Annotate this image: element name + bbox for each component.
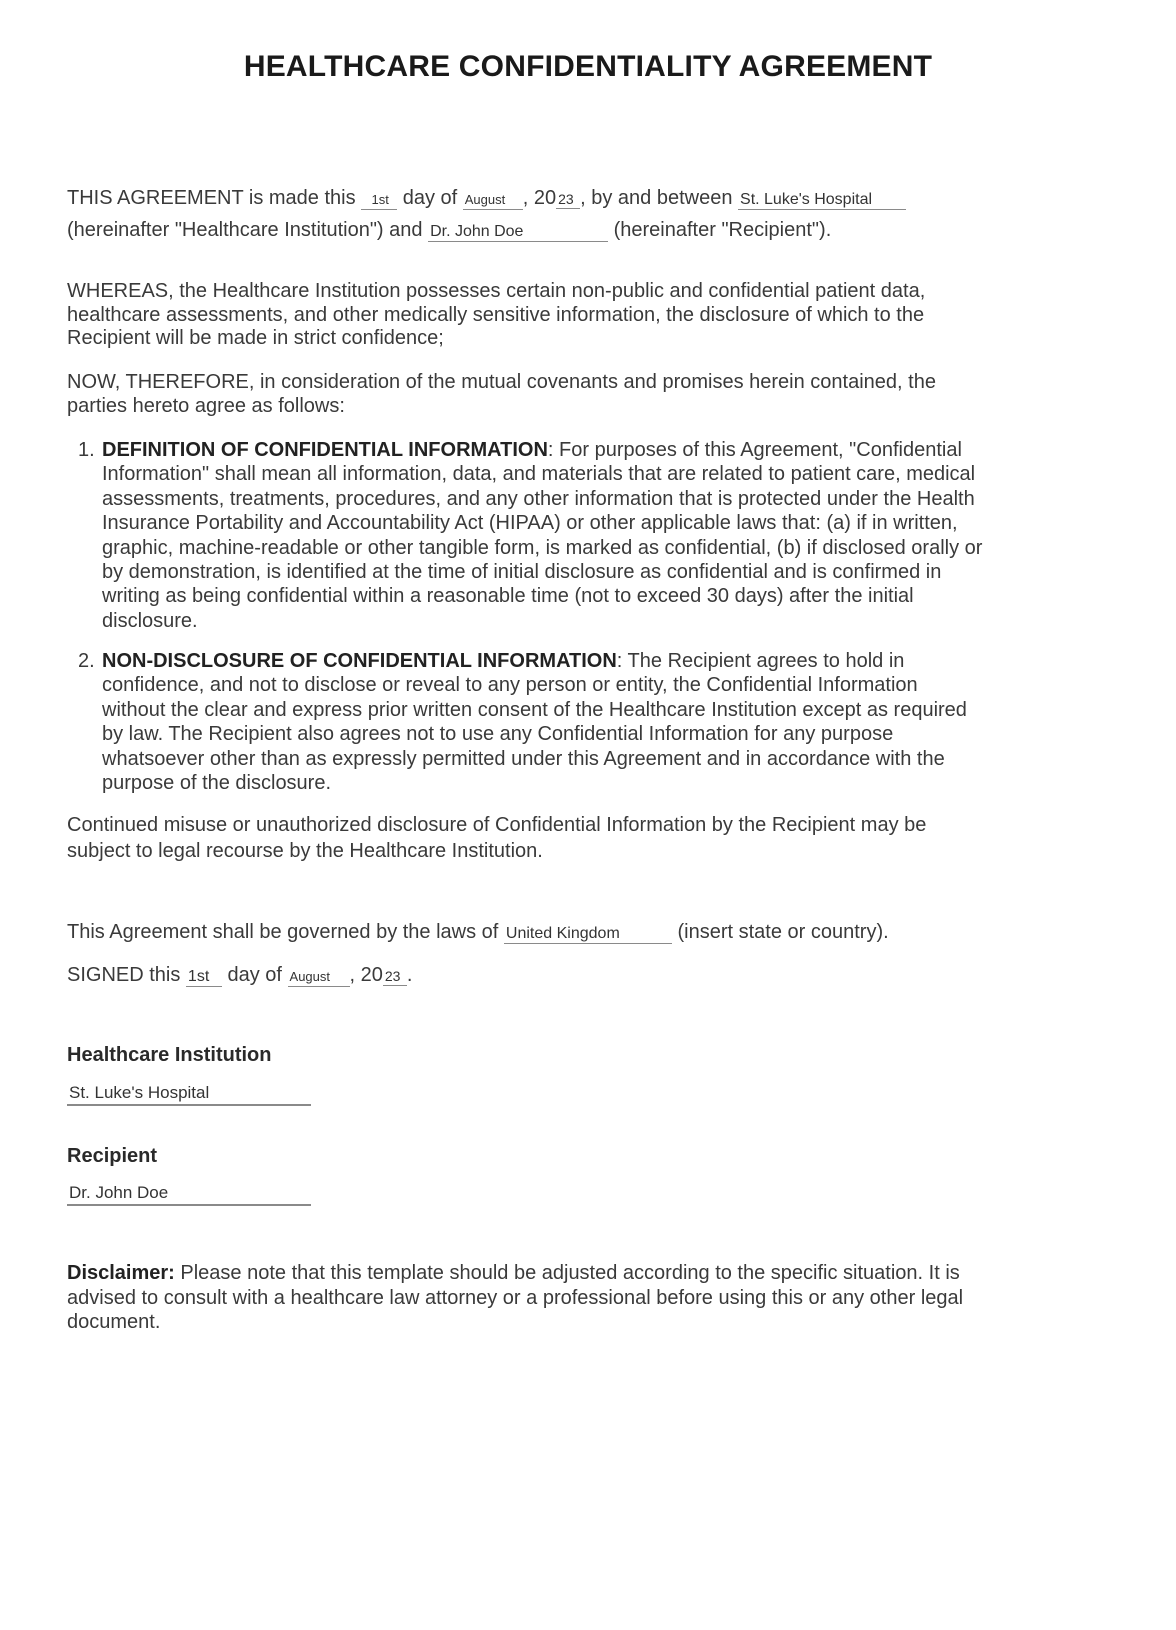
- day-field[interactable]: 1st: [361, 191, 397, 210]
- institution-signature-label: Healthcare Institution: [67, 1044, 272, 1066]
- clause-text: : The Recipient agrees to hold in: [616, 650, 905, 672]
- institution-field[interactable]: St. Luke's Hospital: [738, 191, 906, 210]
- clause-line: purpose of the disclosure.: [102, 772, 332, 795]
- clause-text: : For purposes of this Agreement, "Confidential: [547, 439, 962, 461]
- clause-line: Insurance Portability and Accountability Act (HIPAA) or other applicable laws that: (a) if in written,: [102, 512, 958, 535]
- disclaimer-paragraph: [67, 1261, 1117, 1335]
- clause-line: by law. The Recipient also agrees not to use any Confidential Information for any purpose: [102, 723, 894, 746]
- clause-heading: DEFINITION OF CONFIDENTIAL INFORMATION: [102, 439, 548, 461]
- signed-month-field[interactable]: August: [288, 968, 350, 987]
- month-field[interactable]: August: [463, 191, 523, 210]
- whereas-line: Recipient will be made in strict confidence;: [67, 327, 444, 349]
- signed-day-field[interactable]: 1st: [186, 968, 222, 987]
- now-therefore-line: parties hereto agree as follows:: [67, 395, 345, 417]
- country-field[interactable]: United Kingdom: [504, 925, 672, 944]
- signed-text: .: [406, 964, 413, 986]
- disclaimer-line: document.: [67, 1311, 161, 1333]
- disclaimer-label: Disclaimer:: [67, 1262, 175, 1284]
- governing-law-paragraph: [67, 920, 1117, 944]
- clause-body: [102, 438, 1128, 633]
- clause-line: disclosure.: [102, 609, 198, 632]
- signed-year-field[interactable]: 23: [383, 967, 407, 986]
- whereas-line: WHEREAS, the Healthcare Institution possesses certain non-public and confidential patient data,: [67, 280, 926, 302]
- signed-text: SIGNED this: [67, 964, 186, 986]
- recipient-field[interactable]: Dr. John Doe: [428, 223, 608, 242]
- clause-line: confidence, and not to disclose or reveal to any person or entity, the Confidential Information: [102, 674, 918, 697]
- whereas-paragraph: [67, 280, 1117, 351]
- disclaimer-text: Please note that this template should be adjusted according to the specific situation. It is: [174, 1262, 960, 1284]
- document-title: HEALTHCARE CONFIDENTIALITY AGREEMENT: [243, 50, 933, 83]
- clause-line: whatsoever other than as expressly permitted under this Agreement and in accordance with the: [102, 747, 945, 770]
- clause-number: 2.: [78, 650, 95, 672]
- intro-text: day of: [397, 187, 463, 209]
- clause-line: by demonstration, is identified at the time of initial disclosure as confidential and is confirmed in: [102, 561, 942, 584]
- now-therefore-paragraph: [67, 370, 1117, 418]
- intro-paragraph: [67, 186, 1117, 242]
- recipient-signature-label: Recipient: [67, 1145, 158, 1167]
- misuse-line: Continued misuse or unauthorized disclosure of Confidential Information by the Recipient may be: [67, 814, 927, 836]
- whereas-line: healthcare assessments, and other medically sensitive information, the disclosure of which to the: [67, 303, 925, 326]
- year-field[interactable]: 23: [556, 190, 580, 209]
- intro-text: , 20: [522, 187, 557, 209]
- intro-text: (hereinafter "Recipient").: [608, 219, 832, 241]
- clause-body: [102, 649, 1128, 795]
- clause-line: Information" shall mean all information, data, and materials that are related to patient care, medical: [102, 463, 976, 486]
- intro-text: THIS AGREEMENT is made this: [67, 187, 362, 209]
- misuse-paragraph: [67, 812, 1117, 864]
- clause-line: graphic, machine-readable or other tangible form, is marked as confidential, (b) if disclosed orally or: [102, 536, 983, 559]
- signed-text: , 20: [349, 964, 383, 986]
- institution-signature-field[interactable]: St. Luke's Hospital: [67, 1082, 311, 1106]
- recipient-signature-field[interactable]: Dr. John Doe: [67, 1182, 311, 1206]
- intro-line-2: [67, 218, 1117, 242]
- clause-number: 1.: [78, 439, 95, 461]
- governing-law-text: (insert state or country).: [671, 921, 889, 943]
- clause-heading: NON-DISCLOSURE OF CONFIDENTIAL INFORMATION: [102, 650, 617, 672]
- intro-text: (hereinafter "Healthcare Institution") and: [67, 219, 429, 241]
- now-therefore-line: NOW, THEREFORE, in consideration of the mutual covenants and promises herein contained, the: [67, 371, 936, 393]
- disclaimer-line: advised to consult with a healthcare law attorney or a professional before using this or any other legal: [67, 1286, 964, 1309]
- clause-line: writing as being confidential within a reasonable time (not to exceed 30 days) after the initial: [102, 585, 914, 608]
- clause-non-disclosure: [78, 649, 1128, 795]
- signed-text: day of: [221, 964, 288, 986]
- clause-line: assessments, treatments, procedures, and any other information that is protected under the Health: [102, 487, 975, 510]
- signed-paragraph: [67, 963, 1117, 987]
- clause-line: without the clear and express prior written consent of the Healthcare Institution except as required: [102, 698, 967, 721]
- governing-law-text: This Agreement shall be governed by the laws of: [67, 921, 504, 943]
- intro-text: , by and between: [580, 187, 739, 209]
- intro-line-1: [67, 186, 1117, 210]
- misuse-line: subject to legal recourse by the Healthcare Institution.: [67, 840, 543, 862]
- clause-definition: [78, 438, 1128, 633]
